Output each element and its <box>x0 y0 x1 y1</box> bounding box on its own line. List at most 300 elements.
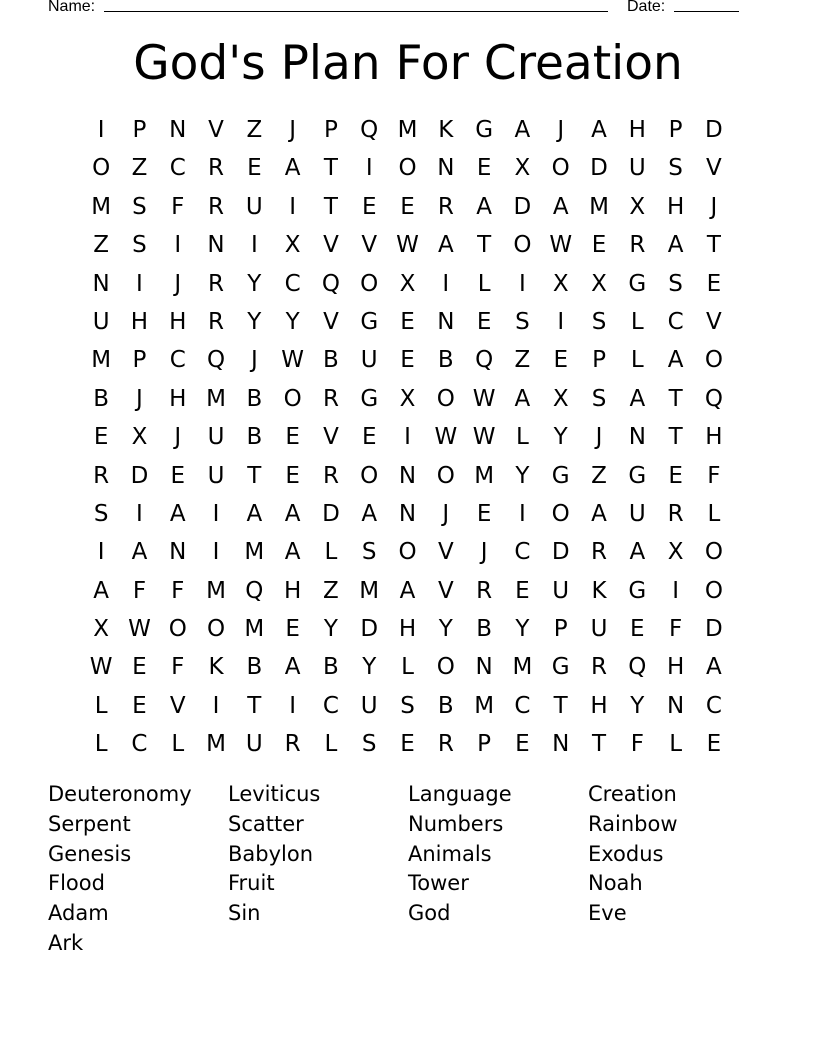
grid-letter: J <box>710 193 718 220</box>
grid-letter: S <box>591 308 607 335</box>
grid-letter: F <box>171 654 185 681</box>
grid-letter: Q <box>360 117 379 143</box>
grid-letter: L <box>324 539 338 566</box>
grid-letter: B <box>246 424 263 451</box>
grid-letter: Y <box>247 270 262 297</box>
grid-letter: I <box>289 193 297 220</box>
grid-letter: Z <box>514 347 531 374</box>
grid-letter: V <box>706 155 722 182</box>
grid-letter: I <box>174 232 182 259</box>
grid-letter: T <box>323 193 338 220</box>
grid-letter: U <box>207 424 225 451</box>
grid-letter: A <box>284 654 301 681</box>
grid-letter: W <box>128 616 151 643</box>
grid-letter: H <box>628 117 646 143</box>
grid-letter: Y <box>323 616 338 643</box>
grid-letter: E <box>668 462 683 489</box>
grid-letter: O <box>436 462 455 489</box>
grid-letter: X <box>591 270 607 297</box>
grid-letter: M <box>474 692 495 719</box>
grid-letter: O <box>704 539 723 566</box>
grid-letter: V <box>169 692 186 719</box>
grid-letter: C <box>705 692 722 719</box>
grid-letter: U <box>245 731 263 758</box>
grid-letter: O <box>513 232 532 259</box>
grid-letter: A <box>399 577 416 604</box>
grid-letter: Q <box>628 654 647 681</box>
grid-letter: X <box>629 193 646 220</box>
grid-letter: A <box>514 117 531 143</box>
grid-letter: B <box>323 654 339 681</box>
word-list-item: Deuteronomy <box>48 782 192 806</box>
word-list-item: Exodus <box>588 841 664 866</box>
grid-letter: Y <box>515 462 530 489</box>
grid-letter: J <box>442 500 450 527</box>
grid-letter: R <box>208 155 225 182</box>
grid-letter: F <box>630 731 644 758</box>
grid-letter: L <box>477 270 491 297</box>
word-list <box>48 779 768 958</box>
grid-letter: J <box>136 385 143 412</box>
grid-letter: H <box>169 385 187 412</box>
word-list-item: Eve <box>588 901 627 926</box>
grid-letter: N <box>437 155 455 182</box>
grid-letter: W <box>472 385 496 412</box>
grid-letter: E <box>285 424 300 451</box>
grid-letter: R <box>591 654 607 681</box>
grid-letter: I <box>97 539 105 566</box>
grid-letter: Y <box>438 616 453 643</box>
grid-letter: H <box>169 308 187 335</box>
grid-letter: H <box>283 577 302 604</box>
grid-letter: R <box>667 500 684 527</box>
grid-letter: J <box>250 347 258 374</box>
grid-letter: Q <box>206 347 226 374</box>
grid-letter: U <box>628 155 646 182</box>
grid-letter: E <box>361 193 377 220</box>
grid-letter: B <box>93 385 110 412</box>
grid-letter: I <box>212 500 220 527</box>
grid-letter: P <box>132 117 147 143</box>
grid-letter: S <box>93 500 109 527</box>
grid-letter: R <box>284 731 301 758</box>
grid-letter: I <box>557 308 565 335</box>
grid-letter: A <box>629 385 646 412</box>
grid-letter: P <box>323 117 338 143</box>
grid-letter: D <box>705 616 723 643</box>
grid-letter: G <box>551 462 570 489</box>
grid-letter: T <box>247 692 262 719</box>
grid-letter: K <box>591 577 607 604</box>
grid-letter: C <box>284 270 301 297</box>
word-list-item: Numbers <box>408 811 504 836</box>
grid-letter: C <box>131 731 148 758</box>
grid-letter: E <box>476 308 492 335</box>
grid-letter: O <box>360 462 379 489</box>
word-list-item: Noah <box>588 871 643 896</box>
grid-letter: I <box>289 692 297 719</box>
grid-letter: F <box>171 193 185 220</box>
word-list-item: Serpent <box>48 811 131 836</box>
grid-letter: S <box>591 385 607 412</box>
grid-letter: N <box>169 539 187 566</box>
grid-letter: S <box>668 155 683 182</box>
grid-letter: B <box>323 347 339 374</box>
grid-letter: T <box>591 731 607 758</box>
grid-letter: X <box>552 385 569 412</box>
grid-letter: A <box>591 500 607 527</box>
header-line <box>48 0 748 18</box>
grid-letter: U <box>360 347 378 374</box>
grid-letter: S <box>361 539 377 566</box>
grid-letter: N <box>475 654 493 681</box>
grid-letter: O <box>398 155 417 182</box>
grid-letter: H <box>666 654 685 681</box>
grid-letter: F <box>171 577 185 604</box>
grid-letter: N <box>92 270 110 297</box>
grid-letter: O <box>704 577 723 604</box>
word-list-item: Fruit <box>228 871 275 896</box>
grid-letter: I <box>442 270 450 297</box>
grid-letter: A <box>437 232 454 259</box>
grid-letter: H <box>705 424 723 451</box>
grid-letter: B <box>246 385 263 412</box>
grid-letter: A <box>284 539 301 566</box>
word-list-item: Adam <box>48 901 109 926</box>
grid-letter: D <box>705 117 723 143</box>
grid-letter: G <box>360 308 379 335</box>
grid-letter: T <box>668 385 683 412</box>
name-label: Name: <box>48 0 96 15</box>
grid-letter: B <box>246 654 263 681</box>
grid-letter: I <box>404 424 411 451</box>
grid-letter: M <box>512 654 533 681</box>
grid-letter: E <box>400 347 415 374</box>
grid-letter: A <box>246 500 263 527</box>
grid-letter: M <box>244 539 265 566</box>
grid-letter: N <box>628 424 646 451</box>
grid-letter: A <box>284 155 301 182</box>
grid-letter: S <box>132 232 147 259</box>
grid-letter: U <box>628 500 646 527</box>
grid-letter: P <box>553 616 568 643</box>
word-list-item: Animals <box>408 841 492 866</box>
grid-letter: U <box>552 577 570 604</box>
grid-letter: X <box>93 616 110 643</box>
grid-letter: J <box>557 117 565 143</box>
grid-letter: N <box>398 462 417 489</box>
grid-letter: B <box>437 692 454 719</box>
grid-letter: Y <box>630 692 645 719</box>
grid-letter: W <box>281 347 304 374</box>
word-list-item: Rainbow <box>588 811 678 836</box>
grid-letter: N <box>552 731 570 758</box>
grid-letter: J <box>595 424 603 451</box>
grid-letter: M <box>359 577 380 604</box>
grid-letter: L <box>630 347 644 374</box>
grid-letter: H <box>130 308 149 335</box>
grid-letter: X <box>284 232 301 259</box>
grid-letter: J <box>174 270 182 297</box>
grid-letter: J <box>174 424 182 451</box>
grid-letter: Q <box>321 270 340 297</box>
grid-letter: P <box>592 347 606 374</box>
word-list-item: God <box>408 901 451 926</box>
word-list-item: Tower <box>408 871 469 896</box>
grid-letter: A <box>131 539 148 566</box>
grid-letter: V <box>706 308 722 335</box>
grid-letter: C <box>169 347 186 374</box>
grid-letter: D <box>322 500 340 527</box>
grid-letter: E <box>706 731 722 758</box>
grid-letter: K <box>208 654 224 681</box>
grid-letter: K <box>438 117 454 143</box>
grid-letter: P <box>132 347 147 374</box>
grid-letter: Z <box>246 117 263 143</box>
grid-letter: A <box>476 193 492 220</box>
grid-letter: A <box>667 232 684 259</box>
grid-letter: X <box>667 539 684 566</box>
grid-letter: I <box>519 500 526 527</box>
grid-letter: M <box>206 731 226 758</box>
grid-letter: G <box>628 462 647 489</box>
grid-letter: B <box>437 347 454 374</box>
grid-letter: G <box>628 270 647 297</box>
grid-letter: N <box>207 232 225 259</box>
grid-letter: G <box>628 577 647 604</box>
grid-letter: O <box>551 155 570 182</box>
grid-letter: O <box>704 347 723 374</box>
grid-letter: M <box>206 577 226 604</box>
grid-letter: A <box>706 654 722 681</box>
grid-letter: I <box>672 577 679 604</box>
grid-letter: H <box>666 193 685 220</box>
grid-letter: N <box>169 117 187 143</box>
word-list-item: Babylon <box>228 841 314 866</box>
grid-letter: W <box>549 232 573 259</box>
grid-letter: Y <box>285 308 300 335</box>
grid-letter: M <box>91 347 112 374</box>
word-list-item: Flood <box>48 871 105 896</box>
grid-letter: N <box>666 692 685 719</box>
grid-letter: C <box>667 308 684 335</box>
grid-letter: Y <box>553 424 568 451</box>
grid-letter: W <box>472 424 496 451</box>
grid-letter: O <box>360 270 379 297</box>
grid-letter: I <box>97 117 105 143</box>
grid-letter: O <box>168 616 187 643</box>
grid-letter: S <box>132 193 147 220</box>
grid-letter: V <box>323 424 339 451</box>
grid-letter: E <box>553 347 568 374</box>
grid-letter: I <box>250 232 258 259</box>
grid-letter: T <box>668 424 683 451</box>
grid-letter: A <box>514 385 531 412</box>
grid-letter: W <box>434 424 458 451</box>
grid-letter: E <box>476 155 492 182</box>
grid-letter: R <box>591 539 607 566</box>
grid-letter: E <box>170 462 186 489</box>
grid-letter: A <box>667 347 684 374</box>
grid-letter: R <box>322 385 339 412</box>
grid-letter: E <box>400 731 415 758</box>
grid-letter: T <box>477 232 492 259</box>
grid-letter: O <box>551 500 570 527</box>
grid-letter: W <box>396 232 419 259</box>
grid-letter: S <box>515 308 530 335</box>
grid-letter: O <box>436 654 455 681</box>
grid-letter: O <box>206 616 226 643</box>
grid-letter: O <box>283 385 302 412</box>
grid-letter: D <box>513 193 532 220</box>
grid-letter: E <box>515 731 530 758</box>
grid-letter: L <box>94 731 108 758</box>
grid-letter: C <box>514 539 531 566</box>
grid-letter: J <box>480 539 488 566</box>
grid-letter: E <box>706 270 722 297</box>
grid-letter: O <box>92 155 111 182</box>
grid-letter: D <box>590 155 608 182</box>
grid-letter: E <box>247 155 262 182</box>
grid-letter: I <box>365 155 373 182</box>
grid-letter: P <box>668 117 683 143</box>
grid-letter: M <box>91 193 112 220</box>
grid-letter: E <box>400 193 415 220</box>
grid-letter: O <box>398 539 417 566</box>
grid-letter: O <box>436 385 455 412</box>
word-list-item: Creation <box>588 782 677 806</box>
grid-letter: E <box>132 692 147 719</box>
grid-letter: Z <box>323 577 339 604</box>
grid-letter: C <box>322 692 339 719</box>
grid-letter: T <box>247 462 262 489</box>
grid-letter: C <box>514 692 531 719</box>
grid-letter: I <box>212 692 220 719</box>
grid-letter: U <box>245 193 263 220</box>
grid-letter: Y <box>247 308 262 335</box>
grid-letter: R <box>629 232 646 259</box>
grid-letter: G <box>475 117 494 143</box>
grid-letter: T <box>706 232 721 259</box>
grid-letter: M <box>206 385 226 412</box>
grid-letter: L <box>516 424 529 451</box>
grid-letter: I <box>136 500 143 527</box>
word-list-item: Ark <box>48 930 84 955</box>
grid-letter: Z <box>93 232 110 259</box>
grid-letter: X <box>552 270 569 297</box>
grid-letter: X <box>399 270 416 297</box>
grid-letter: E <box>285 462 300 489</box>
grid-letter: R <box>437 731 454 758</box>
grid-letter: X <box>399 385 416 412</box>
grid-letter: N <box>437 308 455 335</box>
grid-letter: I <box>136 270 143 297</box>
grid-letter: R <box>476 577 493 604</box>
grid-letter: A <box>284 500 301 527</box>
grid-letter: D <box>551 539 570 566</box>
grid-letter: E <box>132 654 147 681</box>
grid-letter: L <box>401 654 414 681</box>
letter-grid <box>82 111 733 764</box>
date-blank-line <box>674 11 739 12</box>
grid-letter: A <box>361 500 378 527</box>
grid-letter: L <box>171 731 185 758</box>
grid-letter: F <box>132 577 147 604</box>
grid-letter: E <box>630 616 645 643</box>
grid-letter: L <box>324 731 338 758</box>
grid-letter: F <box>668 616 683 643</box>
word-list-item: Language <box>408 782 512 806</box>
grid-letter: G <box>551 654 570 681</box>
grid-letter: H <box>590 692 608 719</box>
grid-letter: V <box>208 117 224 143</box>
grid-letter: R <box>322 462 339 489</box>
grid-letter: M <box>474 462 495 489</box>
grid-letter: R <box>208 308 225 335</box>
grid-letter: U <box>590 616 608 643</box>
grid-letter: Q <box>245 577 264 604</box>
grid-letter: T <box>323 155 338 182</box>
grid-letter: L <box>630 308 644 335</box>
grid-letter: X <box>514 155 531 182</box>
grid-letter: M <box>244 616 265 643</box>
grid-letter: F <box>707 462 721 489</box>
grid-letter: U <box>360 692 378 719</box>
grid-letter: V <box>437 577 454 604</box>
grid-letter: A <box>629 539 646 566</box>
grid-letter: I <box>519 270 526 297</box>
grid-letter: S <box>400 692 415 719</box>
date-label: Date: <box>627 0 666 15</box>
name-blank-line <box>104 11 608 12</box>
grid-letter: R <box>208 193 225 220</box>
grid-letter: A <box>93 577 110 604</box>
grid-letter: T <box>553 692 568 719</box>
word-list-item: Sin <box>228 901 261 926</box>
grid-letter: V <box>437 539 454 566</box>
grid-letter: W <box>89 654 113 681</box>
grid-letter: U <box>207 462 225 489</box>
grid-letter: E <box>285 616 300 643</box>
grid-letter: S <box>361 731 377 758</box>
grid-letter: D <box>130 462 149 489</box>
grid-letter: Z <box>131 155 148 182</box>
grid-letter: C <box>169 155 186 182</box>
word-list-item: Leviticus <box>228 782 321 806</box>
grid-letter: M <box>397 117 418 143</box>
grid-letter: Q <box>475 347 494 374</box>
page-title: God's Plan For Creation <box>133 36 683 91</box>
grid-letter: V <box>323 308 339 335</box>
word-list-item: Genesis <box>48 841 132 866</box>
grid-letter: L <box>707 500 721 527</box>
grid-letter: R <box>93 462 110 489</box>
grid-letter: R <box>437 193 454 220</box>
grid-letter: Q <box>704 385 723 412</box>
grid-letter: I <box>212 539 220 566</box>
grid-letter: Y <box>362 654 377 681</box>
grid-letter: L <box>669 731 683 758</box>
grid-letter: E <box>515 577 530 604</box>
grid-letter: U <box>92 308 110 335</box>
grid-letter: J <box>289 117 297 143</box>
grid-letter: A <box>591 117 607 143</box>
grid-letter: X <box>131 424 148 451</box>
grid-letter: P <box>477 731 492 758</box>
grid-letter: S <box>668 270 683 297</box>
grid-letter: V <box>361 232 378 259</box>
grid-letter: H <box>398 616 417 643</box>
